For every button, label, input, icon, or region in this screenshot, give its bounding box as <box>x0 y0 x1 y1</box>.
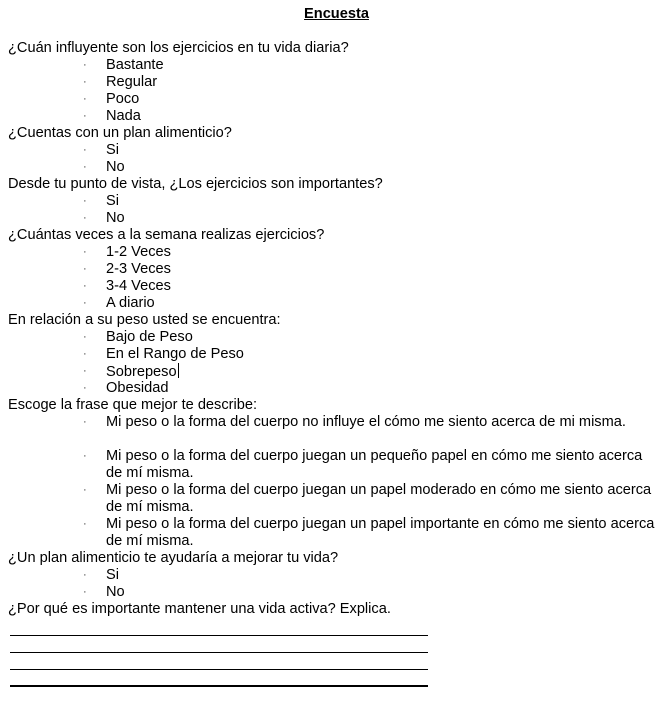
option-label: A diario <box>106 295 155 311</box>
answer-line-4[interactable] <box>10 685 428 687</box>
bullet-icon: · <box>83 586 87 598</box>
bullet-icon: · <box>83 416 87 428</box>
option-label: Sobrepeso <box>106 364 177 380</box>
bullet-icon: · <box>83 518 87 530</box>
question-7: ¿Un plan alimenticio te ayudaría a mejorar tu vida? <box>8 550 339 566</box>
option-label: Si <box>106 193 119 209</box>
bullet-icon: · <box>83 297 87 309</box>
option-label: Bastante <box>106 57 164 73</box>
question-6: Escoge la frase que mejor te describe: <box>8 397 258 413</box>
option-label: Mi peso o la forma del cuerpo juegan un pequeño papel en cómo me siento acerca de mí misma. <box>106 448 643 481</box>
question-3: Desde tu punto de vista, ¿Los ejercicios son importantes? <box>8 176 383 192</box>
question-4: ¿Cuántas veces a la semana realizas ejercicios? <box>8 227 325 243</box>
bullet-icon: · <box>83 382 87 394</box>
bullet-icon: · <box>83 246 87 258</box>
question-8: ¿Por qué es importante mantener una vida activa? Explica. <box>8 601 391 617</box>
bullet-icon: · <box>83 348 87 360</box>
option-label: 3-4 Veces <box>106 278 171 294</box>
bullet-icon: · <box>83 195 87 207</box>
answer-line-3[interactable] <box>10 669 428 670</box>
bullet-icon: · <box>83 59 87 71</box>
option-label: En el Rango de Peso <box>106 346 244 362</box>
survey-title: Encuesta <box>304 6 369 22</box>
bullet-icon: · <box>83 93 87 105</box>
answer-line-2[interactable] <box>10 652 428 653</box>
option-label: 2-3 Veces <box>106 261 171 277</box>
option-label: Si <box>106 142 119 158</box>
bullet-icon: · <box>83 161 87 173</box>
bullet-icon: · <box>83 110 87 122</box>
answer-line-1[interactable] <box>10 635 428 636</box>
option-label: Mi peso o la forma del cuerpo juegan un papel moderado en cómo me siento acerca de mí misma. <box>106 482 652 515</box>
option-label: Nada <box>106 108 141 124</box>
bullet-icon: · <box>83 263 87 275</box>
option-label: 1-2 Veces <box>106 244 171 260</box>
option-label: Regular <box>106 74 158 90</box>
option-label: Mi peso o la forma del cuerpo no influye el cómo me siento acerca de mi misma. <box>106 414 626 430</box>
bullet-icon: · <box>83 365 87 377</box>
text-cursor <box>178 363 179 378</box>
bullet-icon: · <box>83 569 87 581</box>
option-label: Poco <box>106 91 140 107</box>
option-label: No <box>106 210 125 226</box>
bullet-icon: · <box>83 450 87 462</box>
question-5: En relación a su peso usted se encuentra: <box>8 312 281 328</box>
option-label: Mi peso o la forma del cuerpo juegan un papel importante en cómo me siento acerca de mí misma. <box>106 516 655 549</box>
option-label: No <box>106 159 125 175</box>
option-label: Bajo de Peso <box>106 329 193 345</box>
bullet-icon: · <box>83 212 87 224</box>
bullet-icon: · <box>83 76 87 88</box>
option-label: Obesidad <box>106 380 169 396</box>
bullet-icon: · <box>83 144 87 156</box>
bullet-icon: · <box>83 280 87 292</box>
question-1: ¿Cuán influyente son los ejercicios en tu vida diaria? <box>8 40 349 56</box>
option-label: Si <box>106 567 119 583</box>
option-label: No <box>106 584 125 600</box>
bullet-icon: · <box>83 331 87 343</box>
question-2: ¿Cuentas con un plan alimenticio? <box>8 125 232 141</box>
bullet-icon: · <box>83 484 87 496</box>
